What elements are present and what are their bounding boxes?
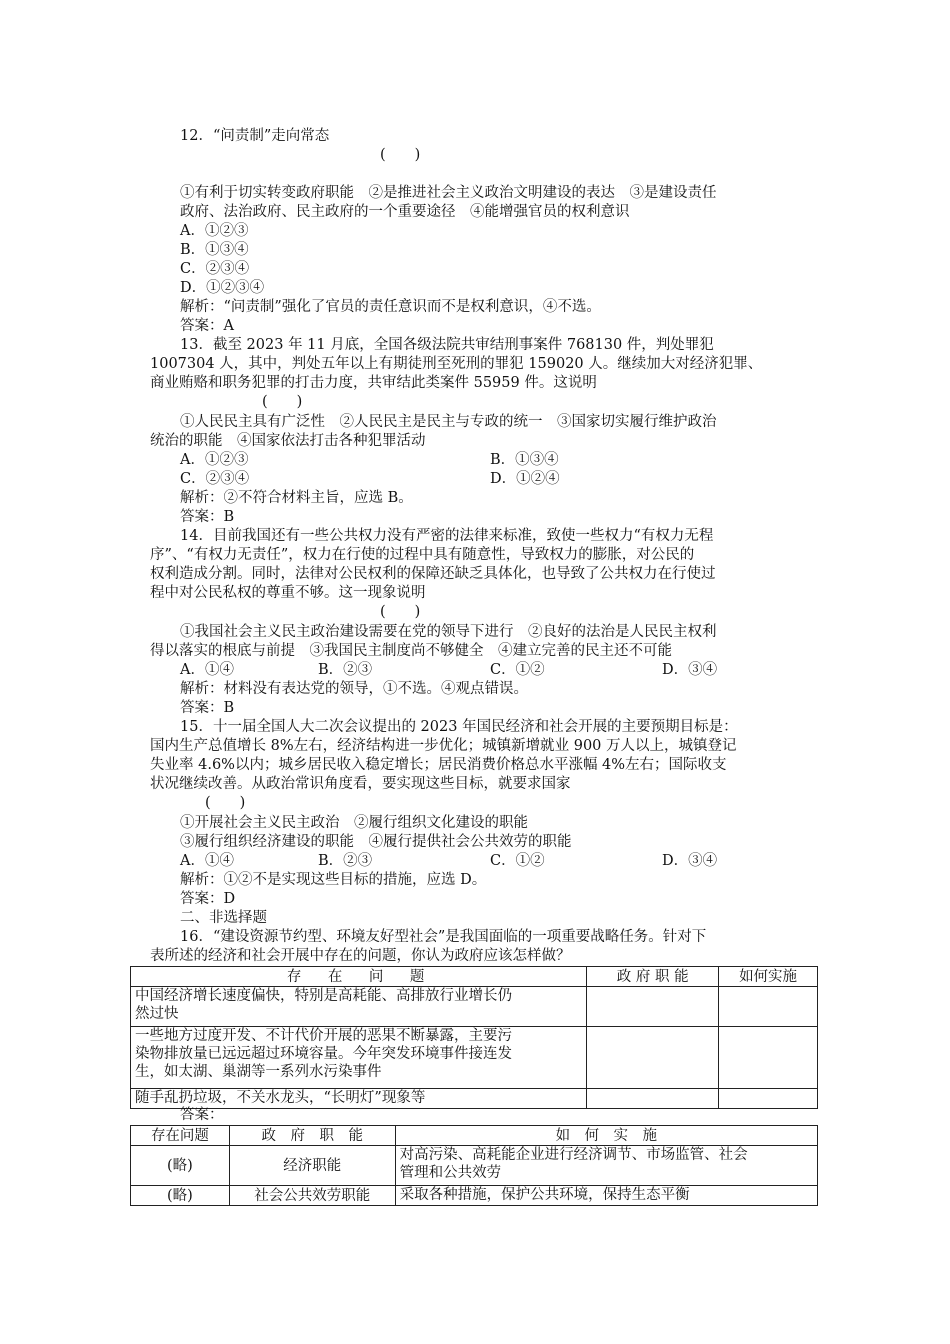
q14-line2: 序”、“有权力无责任”，权力在行使的过程中具有随意性，导致权力的膨胀，对公民的 — [150, 547, 695, 563]
q15-line4: 状况继续改善。从政治常识角度看，要实现这些目标，就要求国家 — [150, 776, 571, 792]
q14-line1: 14．目前我国还有一些公共权力没有严密的法律来标准，致使一些权力“有权力无程 — [180, 528, 714, 544]
table1-header-problem: 存 在 问 题 — [131, 967, 587, 987]
table1-header-implement: 如何实施 — [719, 967, 818, 987]
q13-option-c: C．②③④ — [180, 471, 250, 487]
table2-header-implement: 如 何 实 施 — [395, 1126, 817, 1146]
q12-choices-line2: 政府、法治政府、民主政府的一个重要途径 ④能增强官员的权利意识 — [180, 204, 630, 220]
q12-stem: 12．“问责制”走向常态 — [180, 128, 330, 144]
table2-row1-problem: (略) — [131, 1146, 230, 1186]
q16-question-table — [130, 966, 818, 1109]
table2-header-function: 政 府 职 能 — [229, 1126, 395, 1146]
q15-choices-line2: ③履行组织经济建设的职能 ④履行提供社会公共效劳的职能 — [180, 834, 572, 850]
q13-option-b: B．①③④ — [490, 452, 559, 468]
q13-option-d: D．①②④ — [490, 471, 560, 487]
q16-answer-label: 答案： — [180, 1107, 224, 1123]
q13-option-a: A．①②③ — [180, 452, 249, 468]
q13-line3: 商业贿赂和职务犯罪的打击力度，共审结此类案件 55959 件。这说明 — [150, 375, 597, 391]
table1-row2-text3: 生，如太湖、巢湖等一系列水污染事件 — [135, 1064, 382, 1080]
q14-blank: ( ) — [380, 604, 421, 620]
q13-line2: 1007304 人，其中，判处五年以上有期徒刑至死刑的罪犯 159020 人。继续加大对经济犯罪、 — [150, 356, 763, 372]
table1-row3-function[interactable] — [587, 1089, 719, 1109]
q12-option-b: B．①③④ — [180, 242, 249, 258]
table2-row1-function: 经济职能 — [229, 1146, 395, 1186]
q15-option-c: C．①② — [490, 853, 545, 869]
table1-row3-text1: 随手乱扔垃圾，不关水龙头，“长明灯”现象等 — [135, 1090, 426, 1106]
q13-blank: ( ) — [262, 394, 303, 410]
q12-option-d: D．①②③④ — [180, 280, 265, 296]
table1-row1-function[interactable] — [587, 987, 719, 1027]
table1-row2-function[interactable] — [587, 1027, 719, 1089]
q15-line1: 15．十一届全国人大二次会议提出的 2023 年国民经济和社会开展的主要预期目标是： — [180, 719, 738, 735]
table2-row2-problem: (略) — [131, 1186, 230, 1206]
table2-row2-implement: 采取各种措施，保护公共环境，保持生态平衡 — [395, 1186, 817, 1206]
q14-option-b: B．②③ — [318, 662, 373, 678]
q14-option-a: A．①④ — [180, 662, 234, 678]
q12-analysis: 解析：“问责制”强化了官员的责任意识而不是权利意识，④不选。 — [180, 299, 601, 315]
table1-row2-implement[interactable] — [719, 1027, 818, 1089]
q13-line1: 13．截至 2023 年 11 月底，全国各级法院共审结刑事案件 768130 件，判处罪犯 — [180, 337, 714, 353]
table1-row1-text1: 中国经济增长速度偏快，特别是高耗能、高排放行业增长仍 — [135, 988, 512, 1004]
q14-option-c: C．①② — [490, 662, 545, 678]
table1-row1-problem — [131, 987, 587, 1027]
q13-answer: 答案：B — [180, 509, 235, 525]
table2-header-problem: 存在问题 — [131, 1126, 230, 1146]
q15-line3: 失业率 4.6%以内；城乡居民收入稳定增长；居民消费价格总水平涨幅 4%左右；国际收支 — [150, 757, 727, 773]
q16-line2: 表所述的经济和社会开展中存在的问题，你认为政府应该怎样做？ — [150, 948, 571, 964]
table1-header-function: 政 府 职 能 — [587, 967, 719, 987]
q14-analysis: 解析：材料没有表达党的领导，①不选。④观点错误。 — [180, 681, 528, 697]
q12-option-c: C．②③④ — [180, 261, 250, 277]
table2-row1-impl-text1: 对高污染、高耗能企业进行经济调节、市场监管、社会 — [399, 1147, 748, 1163]
q14-choices-line2: 得以落实的根底与前提 ③我国民主制度尚不够健全 ④建立完善的民主还不可能 — [150, 643, 672, 659]
q12-answer: 答案：A — [180, 318, 234, 334]
table2-row2-function: 社会公共效劳职能 — [229, 1186, 395, 1206]
q14-option-d: D．③④ — [662, 662, 718, 678]
q15-analysis: 解析：①②不是实现这些目标的措施，应选 D。 — [180, 872, 487, 888]
section-heading: 二、非选择题 — [180, 910, 267, 926]
q15-choices-line1: ①开展社会主义民主政治 ②履行组织文化建设的职能 — [180, 815, 528, 831]
q16-answer-table — [130, 1125, 818, 1206]
table2-row1-implement — [395, 1146, 817, 1186]
q15-option-a: A．①④ — [180, 853, 234, 869]
q12-blank: ( ) — [380, 147, 421, 163]
q12-option-a: A．①②③ — [180, 223, 249, 239]
table1-row2-text1: 一些地方过度开发、不计代价开展的恶果不断暴露，主要污 — [135, 1028, 512, 1044]
q14-choices-line1: ①我国社会主义民主政治建设需要在党的领导下进行 ②良好的法治是人民民主权利 — [180, 624, 717, 640]
q14-answer: 答案：B — [180, 700, 235, 716]
q14-line4: 程中对公民私权的尊重不够。这一现象说明 — [150, 585, 426, 601]
q14-line3: 权利造成分割。同时，法律对公民权利的保障还缺乏具体化，也导致了公共权力在行使过 — [150, 566, 716, 582]
q15-blank: ( ) — [205, 795, 246, 811]
q13-choices-line1: ①人民民主具有广泛性 ②人民民主是民主与专政的统一 ③国家切实履行维护政治 — [180, 414, 717, 430]
table1-row3-implement[interactable] — [719, 1089, 818, 1109]
table1-row2-problem — [131, 1027, 587, 1089]
table1-row1-implement[interactable] — [719, 987, 818, 1027]
table1-row1-text2: 然过快 — [135, 1006, 179, 1022]
q15-option-d: D．③④ — [662, 853, 718, 869]
q12-choices-line1: ①有利于切实转变政府职能 ②是推进社会主义政治文明建设的表达 ③是建设责任 — [180, 185, 717, 201]
q13-analysis: 解析：②不符合材料主旨，应选 B。 — [180, 490, 413, 506]
table1-row2-text2: 染物排放量已远远超过环境容量。今年突发环境事件接连发 — [135, 1046, 512, 1062]
q16-line1: 16．“建设资源节约型、环境友好型社会”是我国面临的一项重要战略任务。针对下 — [180, 929, 707, 945]
q15-answer: 答案：D — [180, 891, 236, 907]
table2-row1-impl-text2: 管理和公共效劳 — [399, 1165, 502, 1181]
q15-option-b: B．②③ — [318, 853, 373, 869]
q13-choices-line2: 统治的职能 ④国家依法打击各种犯罪活动 — [150, 433, 426, 449]
q15-line2: 国内生产总值增长 8%左右，经济结构进一步优化；城镇新增就业 900 万人以上，城镇登记 — [150, 738, 737, 754]
